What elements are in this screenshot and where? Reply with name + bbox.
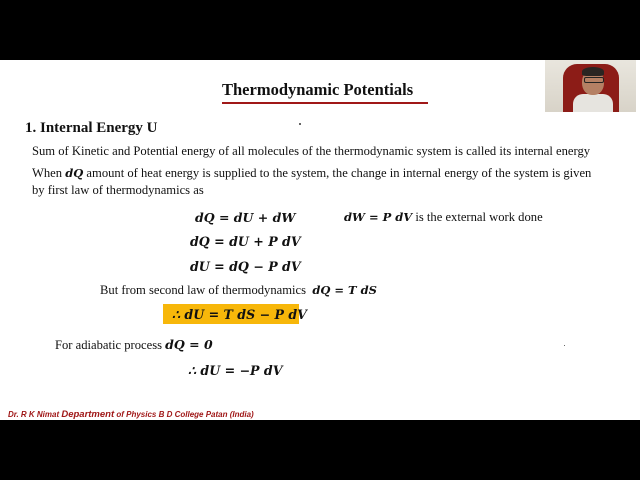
slide (0, 60, 640, 420)
first-law-paragraph: When dQ amount of heat energy is supplied to the system, the change in internal energy of the system is given by first law of thermodynamics as (32, 166, 592, 197)
title-underline (222, 102, 428, 104)
section-heading: 1. Internal Energy U (25, 120, 158, 136)
definition-text: Sum of Kinetic and Potential energy of all molecules of the thermodynamic system is called its internal energy (32, 144, 591, 158)
footer-credit: Dr. R K Nimat Department of Physics B D College Patan (India) (8, 409, 254, 420)
presenter-webcam (545, 60, 636, 112)
adiabatic-line: For adiabatic process dQ = 0 (55, 337, 213, 352)
stray-mark (299, 123, 301, 125)
adiabatic-result-equation: ∴ dU = −P dV (188, 363, 283, 378)
first-law-equation: dQ = dU + dW (195, 210, 296, 225)
work-note: dW = P dV is the external work done (344, 210, 543, 224)
result-equation: ∴ dU = T dS − P dV (172, 307, 307, 322)
second-law-line: But from second law of thermodynamics dQ = T dS (100, 283, 377, 297)
stray-mark (564, 345, 565, 346)
substitution-equation-1: dQ = dU + P dV (190, 234, 301, 249)
slide-title: Thermodynamic Potentials (222, 80, 414, 99)
substitution-equation-2: dU = dQ − P dV (190, 259, 301, 274)
